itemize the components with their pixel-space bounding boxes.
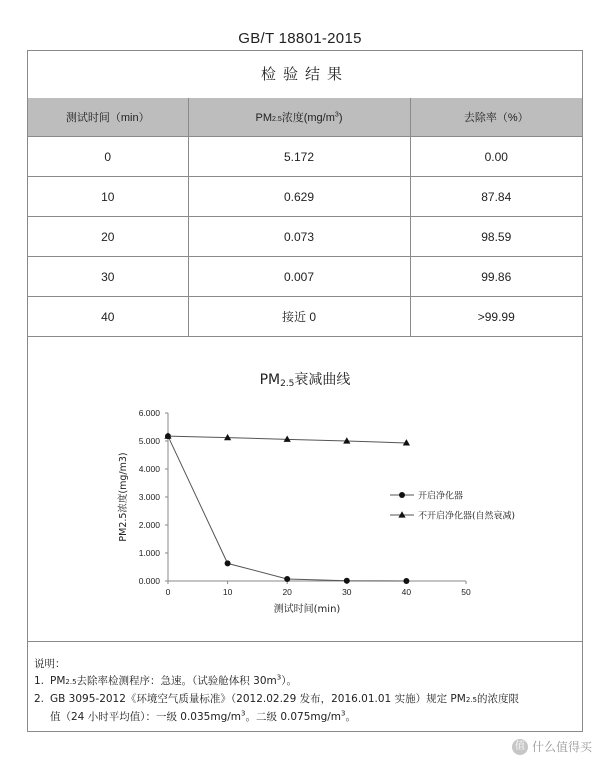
x-axis-label: 测试时间(min) (273, 604, 341, 615)
note-item-1 (34, 673, 576, 691)
notes-section (28, 641, 582, 726)
chart-title-sub: 2.5 (280, 379, 295, 389)
note-item-2 (34, 691, 576, 726)
data-point-circle (225, 560, 231, 566)
cell-concentration: 接近 0 (188, 297, 410, 337)
x-tick-label: 30 (342, 587, 352, 597)
series-line (168, 436, 406, 581)
chart-title-prefix: PM (259, 372, 281, 388)
y-tick-label: 1.000 (138, 548, 160, 558)
y-tick-label: 5.000 (138, 436, 160, 446)
cell-removal: 99.86 (410, 257, 582, 297)
y-axis-label: PM2.5浓度(mg/m3) (118, 452, 129, 542)
x-tick-label: 20 (282, 587, 292, 597)
data-point-circle (403, 578, 409, 584)
note-number: 1. (34, 675, 45, 687)
cell-concentration: 5.172 (188, 137, 410, 177)
watermark-logo-icon: 值 (512, 739, 528, 755)
cell-time: 40 (28, 297, 188, 337)
note-text: GB 3095-2012《环境空气质量标准》（2012.02.29 发布，2016.01.01 实施）规定 PM2.5的浓度限 值（24 小时平均值）：一级 $0.035mg/m^3$。二级 $0.075mg/m^3$。 (50, 693, 519, 723)
legend-marker-circle (399, 492, 405, 498)
watermark (512, 738, 592, 755)
cell-removal: 87.84 (410, 177, 582, 217)
header-conc-suffix: 浓度(mg/m (281, 112, 335, 124)
x-tick-label: 50 (461, 587, 471, 597)
header-removal-rate: 去除率（%） (410, 98, 582, 137)
x-tick-label: 40 (401, 587, 412, 597)
header-conc-close: ) (338, 112, 343, 124)
cell-removal: >99.99 (410, 297, 582, 337)
cell-time: 0 (28, 137, 188, 177)
x-tick-label: 10 (222, 587, 233, 597)
y-tick-label: 4.000 (138, 464, 160, 474)
cell-removal: 98.59 (410, 217, 582, 257)
cell-time: 20 (28, 217, 188, 257)
cell-time: 10 (28, 177, 188, 217)
legend-marker-triangle (398, 511, 405, 517)
note-text: PM2.5去除率检测程序：急速。（试验舱体积 $30m^3$）。 (50, 673, 297, 687)
data-point-triangle (284, 436, 291, 442)
standard-code: GB/T 18801-2015 (238, 30, 362, 47)
data-point-triangle (224, 434, 231, 440)
y-tick-label: 3.000 (138, 492, 160, 502)
cell-time: 30 (28, 257, 188, 297)
note-number: 2. (34, 693, 45, 705)
chart-title-suffix: 衰减曲线 (294, 372, 351, 388)
legend-label: 不开启净化器(自然衰减) (418, 511, 516, 522)
report-title: 检验结果 (28, 51, 582, 99)
y-tick-label: 6.000 (138, 408, 160, 418)
cell-concentration: 0.629 (188, 177, 410, 217)
y-tick-label: 0.000 (138, 576, 160, 586)
y-tick-label: 2.000 (138, 520, 160, 530)
watermark-text: 什么值得买 (531, 740, 592, 754)
header-conc-sup: 3 (334, 111, 339, 119)
cell-concentration: 0.007 (188, 257, 410, 297)
data-point-circle (284, 576, 290, 582)
header-conc-prefix: PM (255, 112, 272, 124)
data-point-circle (344, 578, 350, 584)
legend-label: 开启净化器 (418, 491, 464, 502)
header-conc-sub: 2.5 (272, 116, 282, 123)
data-point-triangle (403, 439, 410, 445)
decay-chart (28, 51, 582, 641)
notes-heading: 说明： (34, 658, 66, 670)
data-point-triangle (343, 437, 350, 443)
cell-removal: 0.00 (410, 137, 582, 177)
header-test-time: 测试时间（min） (28, 98, 188, 137)
x-tick-label: 0 (165, 587, 171, 597)
cell-concentration: 0.073 (188, 217, 410, 257)
report-frame (27, 50, 583, 732)
